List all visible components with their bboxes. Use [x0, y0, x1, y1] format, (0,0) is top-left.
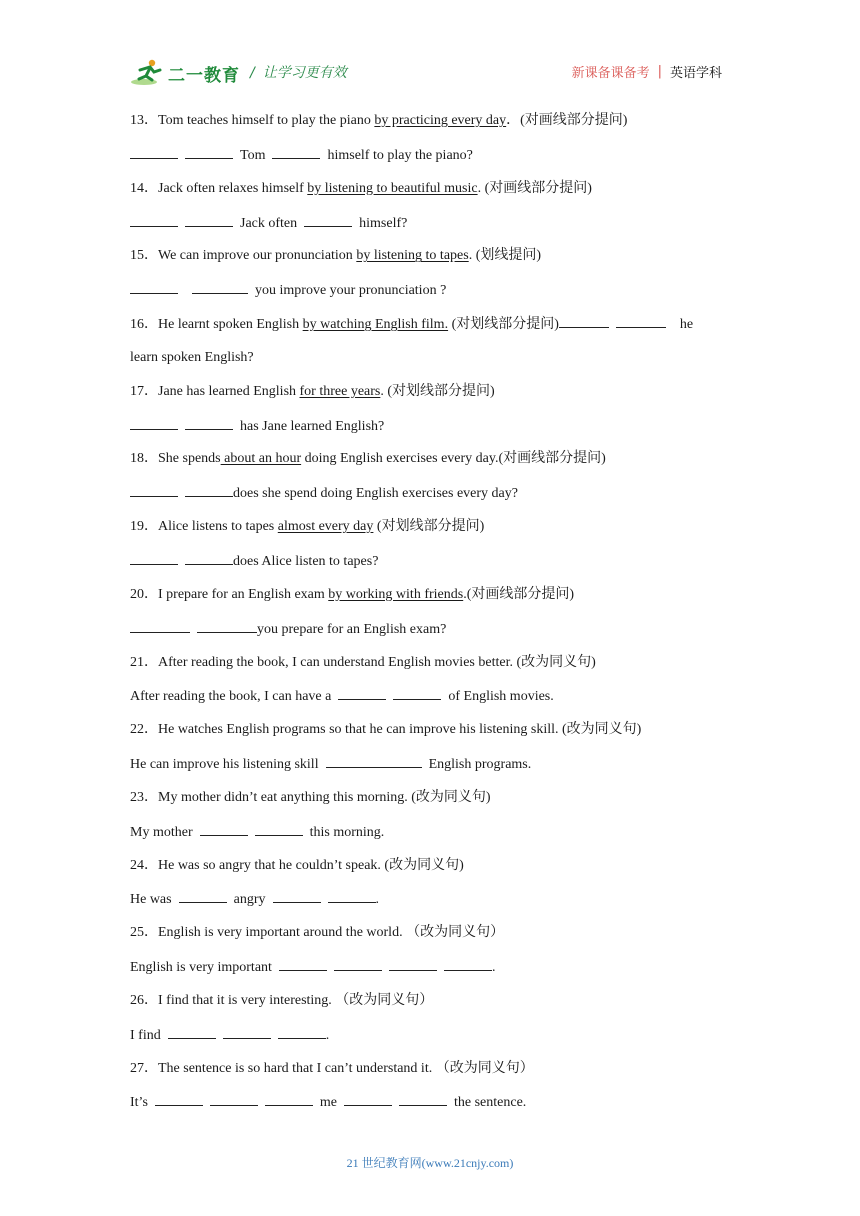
answer-blank[interactable]: [130, 482, 178, 497]
answer-text: angry: [233, 892, 266, 908]
answer-blank[interactable]: [185, 212, 233, 227]
answer-blank[interactable]: [272, 144, 320, 159]
question-text: Jack often relaxes himself: [158, 180, 308, 196]
answer-blank[interactable]: [155, 1091, 203, 1106]
question-instruction: ．(对画线部分提问): [506, 113, 628, 128]
question-text: We can improve our pronunciation: [158, 248, 357, 264]
answer-blank[interactable]: [559, 313, 609, 328]
answer-blank[interactable]: [185, 550, 233, 565]
answer-text: My mother: [130, 824, 193, 840]
question-15: [130, 245, 730, 279]
question-number: 26．: [130, 992, 158, 1008]
question-number: 16．: [130, 317, 158, 333]
answer-23: [130, 821, 730, 855]
answer-25: [130, 956, 730, 990]
answer-blank[interactable]: [304, 212, 352, 227]
question-25: [130, 922, 730, 956]
answer-text: .: [325, 1027, 330, 1043]
answer-text: learn spoken English?: [130, 349, 254, 365]
answer-14: [130, 212, 730, 246]
question-instruction: . (对画线部分提问): [477, 180, 592, 196]
logo: [130, 56, 240, 90]
answer-16: [130, 347, 730, 381]
answer-text: he: [679, 317, 694, 333]
question-text: I prepare for an English exam: [158, 586, 329, 602]
page-footer: 21 世纪教育网(www.21cnjy.com): [346, 1156, 514, 1170]
answer-blank[interactable]: [273, 888, 321, 903]
underlined-phrase: by practicing every day: [374, 113, 507, 128]
answer-text: me: [319, 1095, 337, 1111]
question-text: English is very important around the world. （改为同义句）: [158, 925, 505, 941]
answer-blank[interactable]: [278, 1024, 326, 1039]
answer-text: After reading the book, I can have a: [130, 689, 332, 705]
question-text: I find that it is very interesting. （改为同义句）: [158, 992, 434, 1008]
answer-text: He was: [130, 892, 172, 908]
answer-blank[interactable]: [344, 1091, 392, 1106]
answer-text: you prepare for an English exam?: [257, 621, 447, 637]
answer-text: himself to play the piano?: [327, 147, 473, 163]
question-number: 15．: [130, 248, 158, 264]
question-text: The sentence is so hard that I can’t understand it. （改为同义句）: [158, 1060, 534, 1076]
answer-blank[interactable]: [326, 753, 422, 768]
question-instruction: . (划线提问): [468, 248, 542, 264]
runner-logo-icon: [130, 58, 166, 88]
answer-blank[interactable]: [616, 313, 666, 328]
question-number: 25．: [130, 925, 158, 941]
question-instruction: (对划线部分提问): [373, 519, 485, 535]
question-text: My mother didn’t eat anything this morning. (改为同义句): [158, 789, 491, 805]
question-number: 24．: [130, 857, 158, 873]
question-number: 20．: [130, 586, 158, 602]
answer-blank[interactable]: [179, 888, 227, 903]
question-number: 17．: [130, 383, 158, 399]
answer-blank[interactable]: [279, 956, 327, 971]
slash-divider: /: [250, 65, 255, 81]
answer-text: He can improve his listening skill: [130, 757, 319, 773]
answer-blank[interactable]: [130, 279, 178, 294]
answer-text: of English movies.: [448, 689, 554, 705]
answer-17: [130, 415, 730, 449]
question-27: [130, 1058, 730, 1092]
question-text: She spends: [158, 451, 221, 467]
question-20: [130, 584, 730, 618]
question-16: [130, 313, 730, 347]
question-26: [130, 990, 730, 1024]
answer-blank[interactable]: [185, 415, 233, 430]
answer-text: the sentence.: [454, 1095, 527, 1111]
answer-text: .: [491, 960, 496, 976]
answer-text: It’s: [130, 1095, 148, 1111]
answer-blank[interactable]: [185, 482, 233, 497]
question-instruction: .(对画线部分提问): [463, 586, 575, 602]
question-23: [130, 787, 730, 821]
underlined-phrase: by listening to beautiful music: [307, 180, 478, 196]
question-22: [130, 719, 730, 753]
answer-text: English is very important: [130, 960, 272, 976]
answer-blank[interactable]: [210, 1091, 258, 1106]
answer-blank[interactable]: [130, 144, 178, 159]
question-number: 18．: [130, 451, 158, 467]
answer-18: [130, 482, 730, 516]
answer-blank[interactable]: [389, 956, 437, 971]
question-number: 13．: [130, 113, 158, 128]
answer-blank[interactable]: [334, 956, 382, 971]
answer-text: has Jane learned English?: [240, 418, 385, 434]
underlined-phrase: almost every day: [277, 519, 374, 535]
question-21: [130, 652, 730, 686]
answer-text: .: [375, 892, 379, 908]
question-instruction: . (对划线部分提问): [380, 383, 495, 399]
answer-20: [130, 618, 730, 652]
question-13: [130, 110, 730, 144]
answer-21: [130, 685, 730, 719]
answer-blank[interactable]: [185, 144, 233, 159]
answer-blank[interactable]: [197, 618, 257, 633]
answer-blank[interactable]: [328, 888, 376, 903]
question-text: Alice listens to tapes: [158, 519, 278, 535]
answer-text: Tom: [240, 147, 266, 163]
underlined-phrase: about an hour: [220, 451, 302, 467]
question-instruction: doing English exercises every day.(对画线部分提问): [301, 451, 606, 467]
header-subject: 英语学科: [669, 66, 722, 81]
answer-blank[interactable]: [223, 1024, 271, 1039]
question-text: He watches English programs so that he can improve his listening skill. (改为同义句): [158, 722, 642, 738]
page-header: [130, 56, 730, 90]
header-tagline: 新课备课备考: [571, 66, 650, 81]
answer-13: [130, 144, 730, 178]
question-24: [130, 855, 730, 889]
question-18: [130, 448, 730, 482]
answer-text: English programs.: [428, 757, 532, 773]
underlined-phrase: for three years: [299, 383, 381, 399]
logo-text: 二一教育: [168, 65, 240, 86]
answer-text: does Alice listen to tapes?: [233, 553, 379, 569]
answer-text: this morning.: [309, 824, 385, 840]
question-17: [130, 381, 730, 415]
underlined-phrase: by listening to tapes: [356, 248, 469, 264]
answer-24: [130, 888, 730, 922]
answer-blank[interactable]: [399, 1091, 447, 1106]
answer-15: [130, 279, 730, 313]
answer-blank[interactable]: [168, 1024, 216, 1039]
exercise-list: [130, 110, 730, 1125]
answer-blank[interactable]: [444, 956, 492, 971]
question-text: Tom teaches himself to play the piano: [158, 113, 375, 128]
question-number: 19．: [130, 519, 158, 535]
answer-26: [130, 1024, 730, 1058]
underlined-phrase: by watching English film.: [302, 317, 449, 333]
answer-text: does she spend doing English exercises every day?: [233, 486, 518, 502]
header-right: [572, 62, 722, 81]
question-number: 21．: [130, 654, 158, 670]
question-instruction: (对划线部分提问): [448, 317, 559, 333]
question-14: [130, 178, 730, 212]
answer-27: [130, 1091, 730, 1125]
answer-blank[interactable]: [130, 415, 178, 430]
answer-19: [130, 550, 730, 584]
question-number: 23．: [130, 789, 158, 805]
answer-blank[interactable]: [200, 821, 248, 836]
answer-blank[interactable]: [393, 685, 441, 700]
answer-text: you improve your pronunciation ?: [255, 283, 447, 299]
answer-blank[interactable]: [130, 550, 178, 565]
answer-blank[interactable]: [338, 685, 386, 700]
answer-text: Jack often: [240, 215, 298, 231]
slogan-text: 让学习更有效: [262, 65, 347, 81]
question-text: Jane has learned English: [158, 383, 300, 399]
underlined-phrase: by working with friends: [328, 586, 464, 602]
answer-22: [130, 753, 730, 787]
answer-blank[interactable]: [130, 618, 190, 633]
slogan: [250, 62, 347, 82]
question-number: 27．: [130, 1060, 158, 1076]
question-number: 14．: [130, 180, 158, 196]
answer-text: himself?: [359, 215, 408, 231]
question-text: He learnt spoken English: [158, 317, 303, 333]
answer-blank[interactable]: [192, 279, 248, 294]
answer-blank[interactable]: [130, 212, 178, 227]
header-separator: |: [657, 64, 662, 79]
answer-blank[interactable]: [255, 821, 303, 836]
answer-text: I find: [130, 1027, 161, 1043]
question-text: He was so angry that he couldn’t speak. (改为同义句): [158, 857, 464, 873]
answer-blank[interactable]: [265, 1091, 313, 1106]
question-text: After reading the book, I can understand English movies better. (改为同义句): [158, 654, 596, 670]
question-number: 22．: [130, 722, 158, 738]
question-19: [130, 516, 730, 550]
